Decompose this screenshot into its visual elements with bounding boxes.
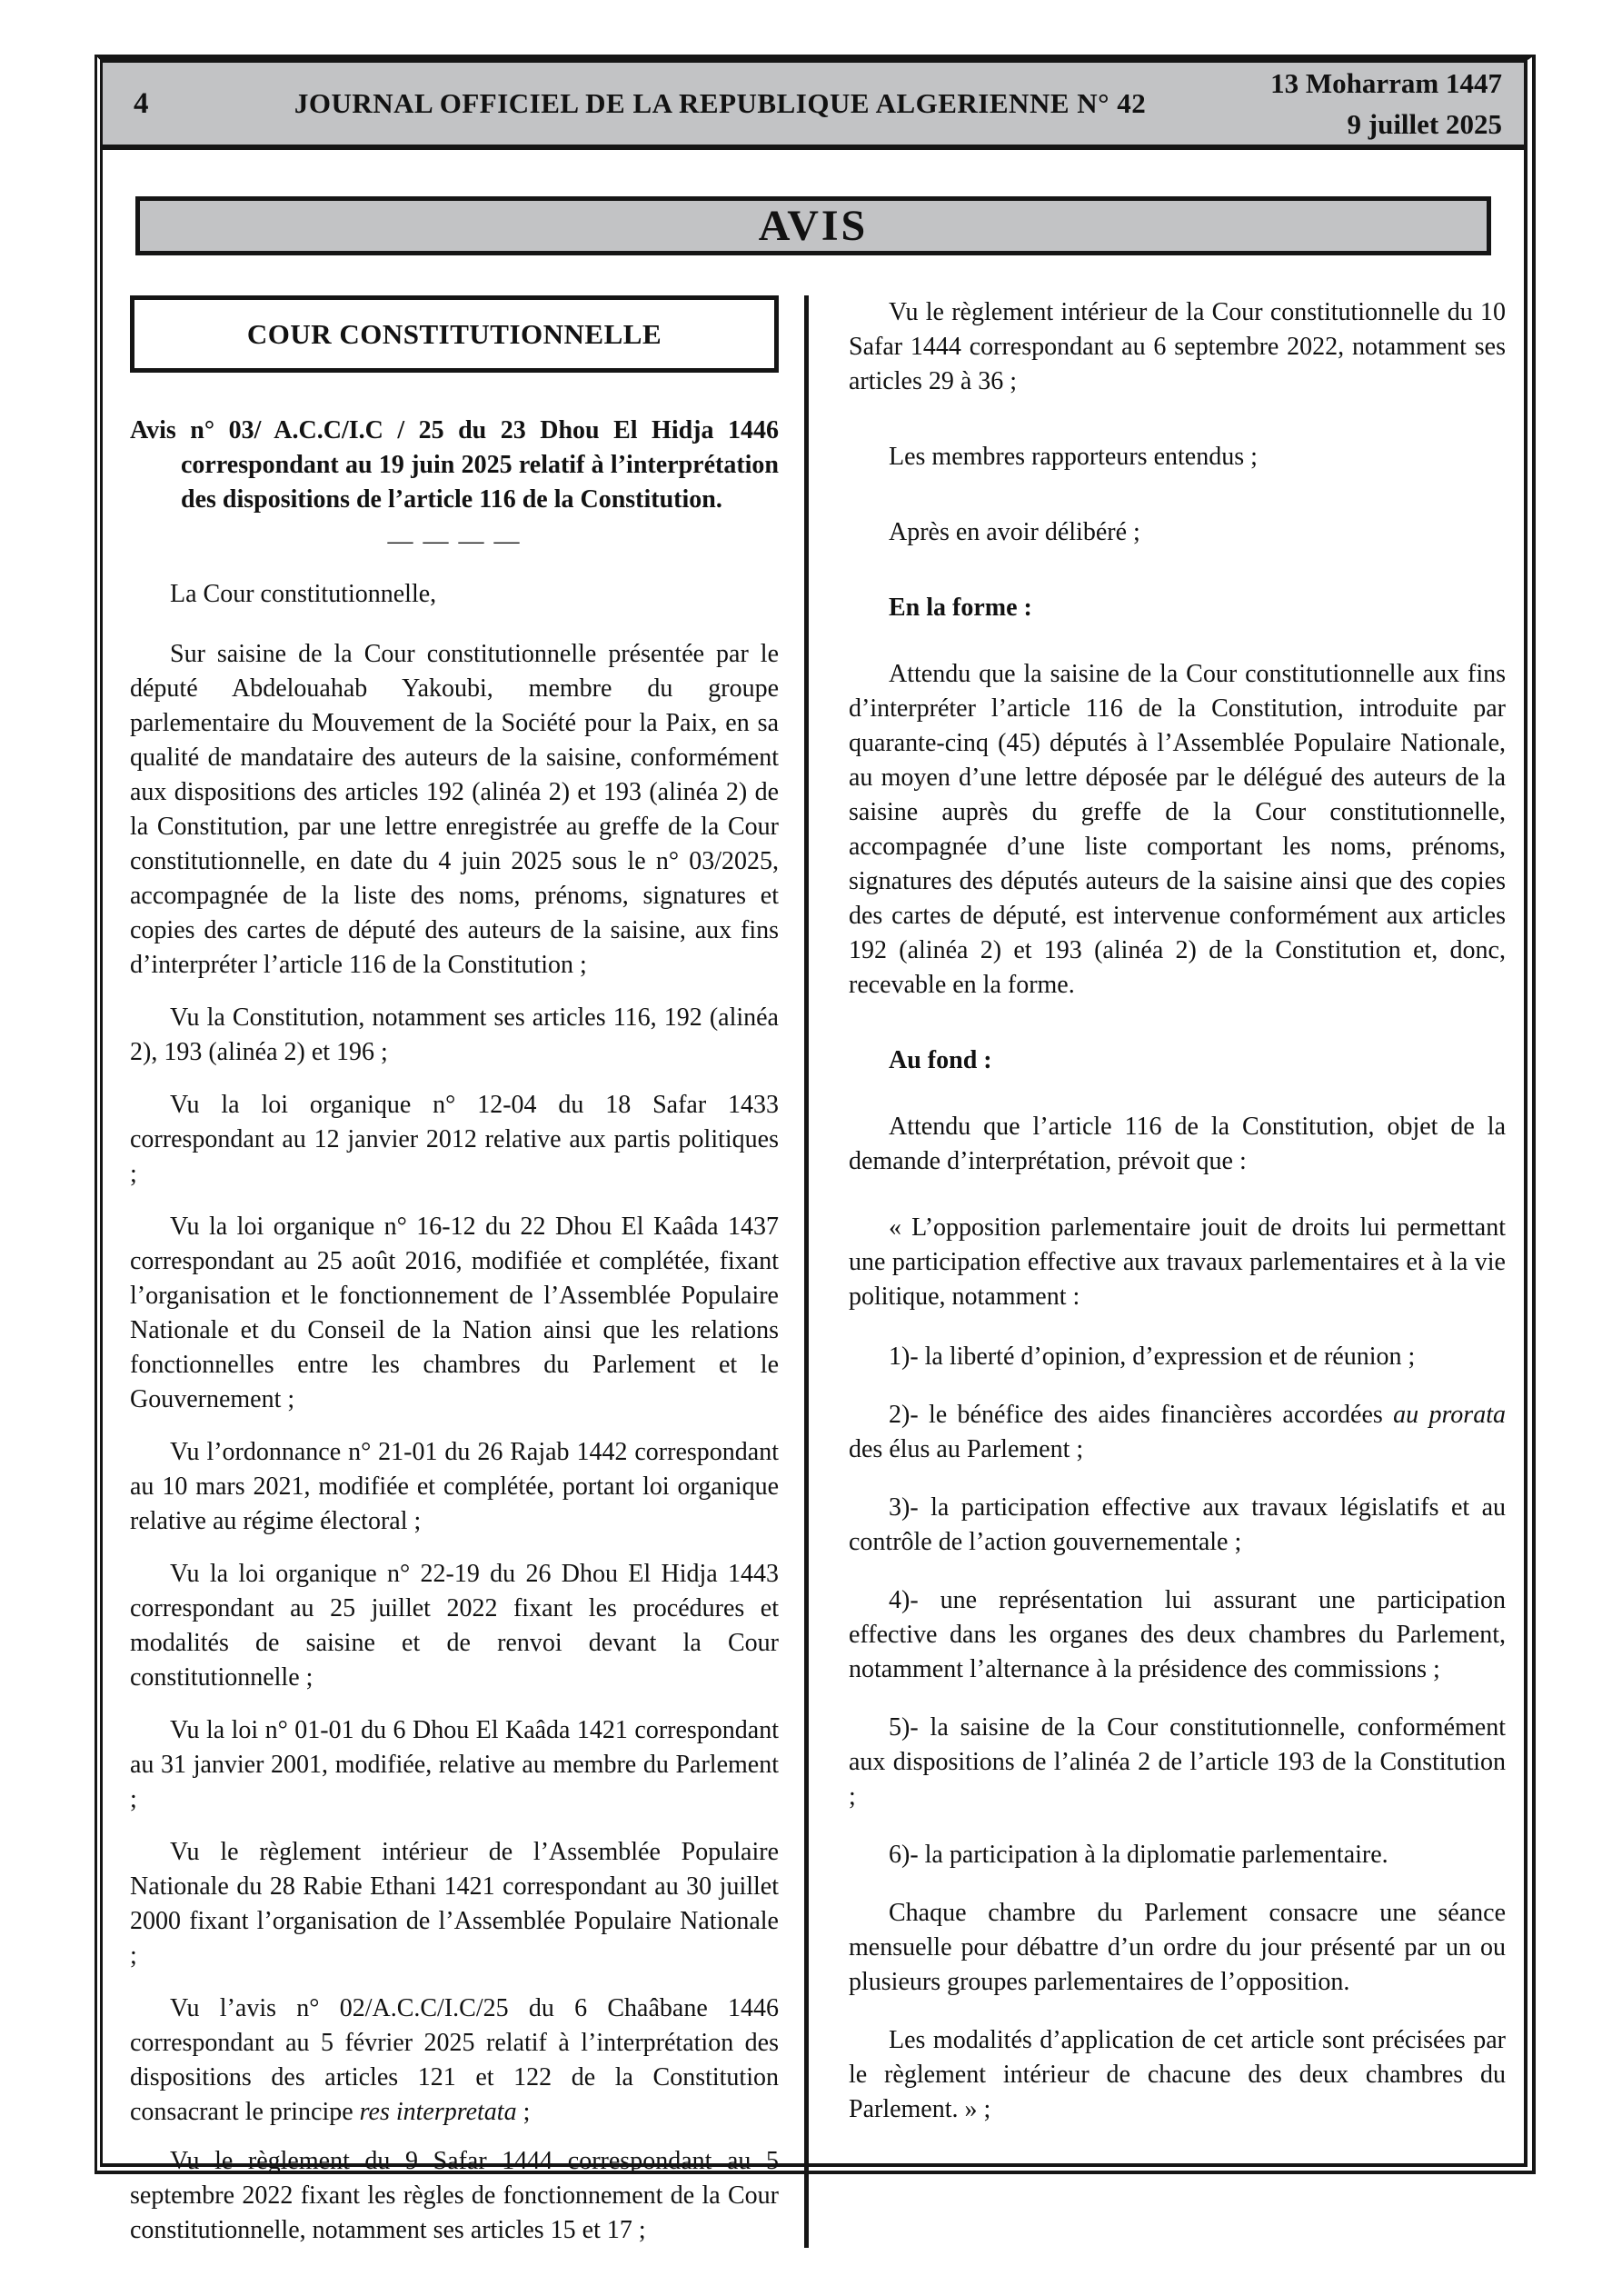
date-block [1270,63,1502,145]
paragraph: 3)- la participation effective aux travaux législatifs et au contrôle de l’action gouvernementale ; [849,1493,1506,1556]
paragraph: Au fond : [889,1046,992,1074]
paragraph: En la forme : [889,594,1032,622]
paragraph: La Cour constitutionnelle, [170,580,437,608]
section-title: COUR CONSTITUTIONNELLE [246,317,662,350]
paragraph: Les membres rapporteurs entendus ; [889,443,1258,471]
paragraph: 1)- la liberté d’opinion, d’expression et de réunion ; [889,1343,1416,1371]
journal-header [103,63,1524,150]
page-number: 4 [134,86,149,120]
section-title-box [130,295,779,373]
right-column [804,295,1506,2248]
paragraph: Vu la Constitution, notamment ses articles 116, 192 (alinéa 2), 193 (alinéa 2) et 196 ; [130,1003,779,1066]
paragraph: Vu la loi organique n° 22-19 du 26 Dhou El Hidja 1443 correspondant au 25 juillet 2022 fixant les procédures et modalités de saisine et de renvoi devant la Cour constitutionnelle ; [130,1560,779,1692]
paragraph: Vu l’ordonnance n° 21-01 du 26 Rajab 1442 correspondant au 10 mars 2021, modifiée et complétée, portant loi organique relative au régime électoral ; [130,1438,779,1535]
dash-divider: — — — — [387,527,522,555]
paragraph: « L’opposition parlementaire jouit de droits lui permettant une participation effective aux travaux parlementaires et à la vie politique, notamment : [849,1213,1506,1311]
paragraph: 2)- le bénéfice des aides financières accordées au prorata des élus au Parlement ; [849,1401,1506,1463]
paragraph: 6)- la participation à la diplomatie parlementaire. [889,1841,1388,1869]
date-hijri: 13 Moharram 1447 [1270,67,1502,99]
paragraph: Vu la loi organique n° 16-12 du 22 Dhou El Kaâda 1437 correspondant au 25 août 2016, modifiée et complétée, fixant l’organisation et le fonctionnement de l’Assemblée Populaire Nationale et du Conseil de la Nation ainsi que les relations fonctionnelles entre les chambres du Parlement et le Gouvernement ; [130,1213,779,1413]
text-columns [130,295,1506,2248]
paragraph: Vu le règlement intérieur de la Cour constitutionnelle du 10 Safar 1444 correspondant au 6 septembre 2022, notamment ses articles 29 à 36 ; [849,298,1506,395]
paragraph: Vu l’avis n° 02/A.C.C/I.C/25 du 6 Chaâbane 1446 correspondant au 5 février 2025 relatif à l’interprétation des dispositions des articles 121 et 122 de la Constitution consacrant le principe res interpretata ; [130,1994,779,2126]
avis-banner [135,196,1491,255]
paragraph: Vu le règlement du 9 Safar 1444 correspondant au 5 septembre 2022 fixant les règles de fonctionnement de la Cour constitutionnelle, notamment ses articles 15 et 17 ; [130,2147,779,2244]
paragraph: Chaque chambre du Parlement consacre une séance mensuelle pour débattre d’un ordre du jour présenté par un ou plusieurs groupes parlementaires de l’opposition. [849,1899,1506,1996]
paragraph: Vu la loi n° 01-01 du 6 Dhou El Kaâda 1421 correspondant au 31 janvier 2001, modifiée, relative au membre du Parlement ; [130,1716,779,1813]
page-frame [95,55,1536,2244]
journal-title: JOURNAL OFFICIEL DE LA REPUBLIQUE ALGERIENNE N° 42 [294,87,1147,119]
paragraph: Vu le règlement intérieur de l’Assemblée Populaire Nationale du 28 Rabie Ethani 1421 correspondant au 30 juillet 2000 fixant l’organisation de l’Assemblée Populaire Nationale ; [130,1838,779,1970]
paragraph: 4)- une représentation lui assurant une participation effective dans les organes des deux chambres du Parlement, notamment l’alternance à la présidence des commissions ; [849,1586,1506,1683]
avis-banner-title: AVIS [758,202,869,250]
left-column [130,295,779,2248]
notice-heading: Avis n° 03/ A.C.C/I.C / 25 du 23 Dhou El Hidja 1446 correspondant au 19 juin 2025 relatif à l’interprétation des dispositions de l’article 116 de la Constitution. [130,416,779,514]
paragraph: Attendu que la saisine de la Cour constitutionnelle aux fins d’interpréter l’article 116 de la Constitution, introduite par quarante-cinq (45) députés à l’Assemblée Populaire Nationale, au moyen d’une lettre déposée par le délégué des auteurs de la saisine auprès du greffe de la Cour constitutionnelle, accompagnée d’une liste comportant les noms, prénoms, signatures des députés auteurs de la saisine ainsi que des copies des cartes de député, est intervenue conformément aux articles 192 (alinéa 2) et 193 (alinéa 2) de la Constitution et, donc, recevable en la forme. [849,660,1506,999]
paragraph: Attendu que l’article 116 de la Constitution, objet de la demande d’interprétation, prévoit que : [849,1113,1506,1175]
paragraph: Les modalités d’application de cet article sont précisées par le règlement intérieur de chacune des deux chambres du Parlement. » ; [849,2026,1506,2123]
paragraph: Après en avoir délibéré ; [889,518,1140,546]
paragraph: 5)- la saisine de la Cour constitutionnelle, conformément aux dispositions de l’alinéa 2 de l’article 193 de la Constitution ; [849,1713,1506,1811]
date-gregorian: 9 juillet 2025 [1347,108,1502,140]
paragraph: Vu la loi organique n° 12-04 du 18 Safar 1433 correspondant au 12 janvier 2012 relative aux partis politiques ; [130,1091,779,1188]
paragraph: Sur saisine de la Cour constitutionnelle présentée par le député Abdelouahab Yakoubi, membre du groupe parlementaire du Mouvement de la Société pour la Paix, en sa qualité de mandataire des auteurs de la saisine, conformément aux dispositions des articles 192 (alinéa 2) et 193 (alinéa 2) de la Constitution, par une lettre enregistrée au greffe de la Cour constitutionnelle, en date du 4 juin 2025 sous le n° 03/2025, accompagnée de la liste des noms, prénoms, signatures et copies des cartes de député des auteurs de la saisine, aux fins d’interpréter l’article 116 de la Constitution ; [130,640,779,979]
